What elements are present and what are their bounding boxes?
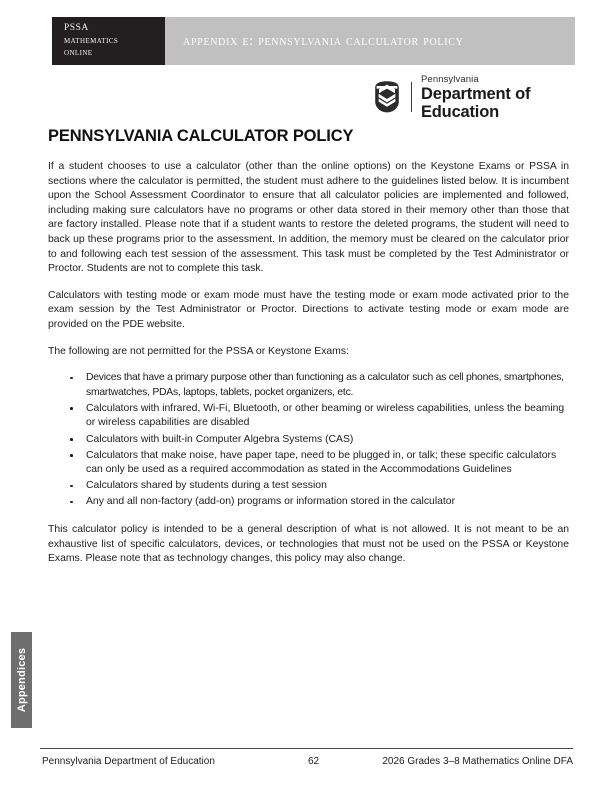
side-tab-label: Appendices bbox=[15, 647, 28, 713]
policy-paragraph-2: Calculators with testing mode or exam mode must have the testing mode or exam mode activated prior to the exam session by the Test Administrator or Proctor. Directions to activate testing mode or exam mode are provided on the PDE website. bbox=[48, 289, 569, 330]
header-brand-line-2: mathematics bbox=[64, 34, 119, 46]
main-content bbox=[48, 127, 569, 567]
logo-line-department: Department of Education bbox=[421, 84, 531, 121]
header-appendix-title: appendix e: pennsylvania calculator policy bbox=[183, 32, 464, 49]
header-brand-line-1: PSSA bbox=[64, 23, 89, 34]
logo-line-pennsylvania: Pennsylvania bbox=[421, 73, 479, 85]
page-running-header bbox=[52, 17, 575, 65]
footer-row bbox=[40, 756, 573, 770]
list-item-text: Devices that have a primary purpose other than functioning as a calculator such as cell phones, smartphones, smartwatches, PDAs, laptops, tablets, pocket organizers, etc. bbox=[86, 372, 564, 398]
list-item bbox=[48, 479, 569, 494]
page-footer bbox=[40, 748, 573, 770]
page-title: PENNSYLVANIA CALCULATOR POLICY bbox=[48, 127, 354, 145]
footer-organization: Pennsylvania Department of Education bbox=[42, 756, 215, 767]
bullet-icon bbox=[70, 501, 73, 504]
list-item bbox=[48, 433, 569, 448]
side-tab-appendices bbox=[11, 632, 32, 728]
logo-divider bbox=[411, 82, 412, 112]
bullet-icon bbox=[70, 407, 73, 410]
list-item bbox=[48, 371, 569, 400]
list-item-text: Calculators shared by students during a test session bbox=[86, 480, 327, 492]
list-item bbox=[48, 402, 569, 431]
list-item bbox=[48, 449, 569, 478]
bullet-icon bbox=[70, 438, 73, 441]
policy-paragraph-3: This calculator policy is intended to be a general description of what is not allowed. It is not meant to be an exhaustive list of specific calculators, devices, or technologies that must not be used on the PSSA or Keystone Exams. Please note that as technology changes, this policy may also change. bbox=[48, 523, 569, 565]
policy-paragraph-1: If a student chooses to use a calculator (other than the online options) on the Keystone Exams or PSSA in sections where the calculator is permitted, the student must adhere to the guidelines listed below. It is incumbent upon the School Assessment Coordinator to ensure that all calculator policies are implemented and followed, including making sure calculators have no programs or other data stored in their memory other than those that are factory installed. Please note that if a student wants to restore the deleted programs, the student will need to back up these programs prior to the assessment. In addition, the memory must be cleared on the calculator prior to and following each test session of the assessment. This task must be completed by the Test Administrator or Proctor. Students are not to complete this task. bbox=[48, 161, 569, 275]
bullet-icon bbox=[70, 485, 73, 488]
not-permitted-lead: The following are not permitted for the PSSA or Keystone Exams: bbox=[48, 345, 349, 357]
keystone-icon bbox=[370, 80, 404, 114]
footer-divider bbox=[40, 748, 573, 749]
pde-logo bbox=[370, 73, 612, 121]
list-item bbox=[48, 495, 569, 510]
list-item-text: Calculators that make noise, have paper tape, need to be plugged in, or talk; these specific calculators can only be used as a required accommodation as stated in the Accommodations Guidelines bbox=[86, 449, 557, 476]
footer-document-title: 2026 Grades 3–8 Mathematics Online DFA bbox=[382, 756, 573, 767]
bullet-icon bbox=[70, 377, 73, 380]
list-item-text: Calculators with infrared, Wi-Fi, Bluetooth, or other beaming or wireless capabilities, unless the beaming or wireless capabilities are disabled bbox=[86, 402, 565, 429]
list-item-text: Any and all non-factory (add-on) programs or information stored in the calculator bbox=[86, 496, 456, 508]
bullet-icon bbox=[70, 454, 73, 457]
header-brand-block bbox=[52, 17, 165, 65]
header-appendix-title-block bbox=[165, 17, 575, 65]
logo-text-wrap bbox=[421, 74, 612, 121]
footer-page-number: 62 bbox=[307, 756, 320, 767]
not-permitted-list bbox=[48, 371, 569, 510]
list-item-text: Calculators with built-in Computer Algebra Systems (CAS) bbox=[86, 433, 354, 445]
header-brand-line-3: online bbox=[64, 47, 93, 59]
